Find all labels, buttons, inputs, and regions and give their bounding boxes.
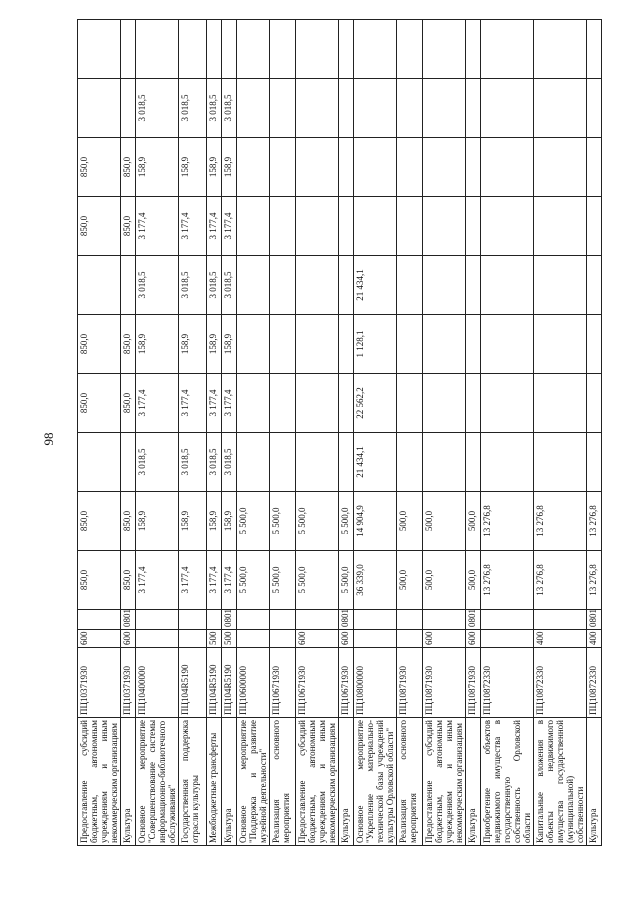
amount-cell [534, 79, 587, 138]
target-code-cell: ПЦ10872330 [534, 648, 587, 718]
amount-cell: 3 177,4 [222, 197, 237, 256]
budget-table [77, 19, 602, 846]
amount-cell: 36 339,0 [354, 551, 397, 610]
section-code-cell [481, 610, 534, 630]
amount-cell [237, 79, 270, 138]
amount-cell [466, 256, 481, 315]
amount-cell: 13 276,8 [481, 551, 534, 610]
expense-type-cell: 500 [207, 630, 222, 648]
section-code-cell [207, 610, 222, 630]
amount-cell: 500,0 [397, 492, 423, 551]
amount-cell: 13 276,8 [481, 492, 534, 551]
amount-cell: 3 177,4 [222, 374, 237, 433]
target-code-cell: ПЦ10600000 [237, 648, 270, 718]
row-name-cell: Основное мероприятие "Совершенствование системы информационно-библиотечного обслуживания" [136, 718, 179, 846]
amount-cell: 5 500,0 [270, 551, 296, 610]
amount-cell [270, 256, 296, 315]
section-code-cell [78, 610, 121, 630]
table-row [339, 20, 354, 846]
target-code-cell: ПЦ10671930 [339, 648, 354, 718]
amount-cell: 3 018,5 [136, 256, 179, 315]
amount-cell [222, 20, 237, 79]
amount-cell: 3 177,4 [207, 197, 222, 256]
amount-cell: 13 276,8 [587, 551, 602, 610]
amount-cell [587, 79, 602, 138]
amount-cell [587, 433, 602, 492]
target-code-cell: ПЦ104R5190 [222, 648, 237, 718]
amount-cell: 850,0 [121, 315, 136, 374]
row-name-cell: Предоставление субсидий бюджетным, автономным учреждениям и иным некоммерческим организациям [296, 718, 339, 846]
amount-cell [534, 138, 587, 197]
amount-cell: 850,0 [121, 374, 136, 433]
amount-cell: 850,0 [78, 492, 121, 551]
amount-cell [466, 315, 481, 374]
amount-cell: 158,9 [222, 138, 237, 197]
amount-cell [397, 374, 423, 433]
section-code-cell: 0801 [339, 610, 354, 630]
amount-cell [481, 374, 534, 433]
amount-cell: 3 018,5 [207, 433, 222, 492]
target-code-cell: ПЦ10872330 [587, 648, 602, 718]
amount-cell [354, 138, 397, 197]
amount-cell [237, 315, 270, 374]
table-row [397, 20, 423, 846]
expense-type-cell: 600 [296, 630, 339, 648]
amount-cell: 5 500,0 [237, 551, 270, 610]
amount-cell: 3 018,5 [222, 433, 237, 492]
section-code-cell [354, 610, 397, 630]
amount-cell: 3 177,4 [222, 551, 237, 610]
expense-type-cell: 600 [78, 630, 121, 648]
amount-cell: 158,9 [222, 492, 237, 551]
amount-cell: 3 018,5 [179, 79, 207, 138]
amount-cell: 3 018,5 [207, 256, 222, 315]
amount-cell [296, 20, 339, 79]
amount-cell: 5 500,0 [339, 492, 354, 551]
amount-cell [237, 197, 270, 256]
target-code-cell: ПЦ10800000 [354, 648, 397, 718]
amount-cell [121, 79, 136, 138]
amount-cell: 3 177,4 [207, 374, 222, 433]
amount-cell: 158,9 [179, 138, 207, 197]
amount-cell [339, 79, 354, 138]
rotated-table-container [77, 73, 598, 846]
amount-cell: 158,9 [207, 492, 222, 551]
amount-cell: 850,0 [78, 551, 121, 610]
amount-cell [339, 138, 354, 197]
amount-cell [534, 197, 587, 256]
expense-type-cell [397, 630, 423, 648]
amount-cell [534, 315, 587, 374]
section-code-cell [136, 610, 179, 630]
amount-cell [339, 374, 354, 433]
target-code-cell: ПЦ10371930 [121, 648, 136, 718]
amount-cell [534, 20, 587, 79]
amount-cell: 3 177,4 [136, 551, 179, 610]
amount-cell: 850,0 [78, 138, 121, 197]
amount-cell [466, 79, 481, 138]
amount-cell [270, 79, 296, 138]
amount-cell [587, 256, 602, 315]
amount-cell [296, 315, 339, 374]
amount-cell [397, 433, 423, 492]
amount-cell [466, 20, 481, 79]
amount-cell: 13 276,8 [587, 492, 602, 551]
amount-cell: 850,0 [78, 315, 121, 374]
amount-cell [78, 79, 121, 138]
section-code-cell: 0801 [121, 610, 136, 630]
target-code-cell: ПЦ10871930 [466, 648, 481, 718]
amount-cell [397, 20, 423, 79]
amount-cell [270, 197, 296, 256]
amount-cell [270, 374, 296, 433]
table-row [423, 20, 466, 846]
amount-cell: 3 018,5 [222, 79, 237, 138]
table-row [121, 20, 136, 846]
amount-cell: 850,0 [78, 197, 121, 256]
amount-cell: 500,0 [423, 492, 466, 551]
amount-cell [237, 20, 270, 79]
amount-cell [423, 197, 466, 256]
amount-cell: 850,0 [121, 492, 136, 551]
amount-cell: 21 434,1 [354, 433, 397, 492]
amount-cell [481, 20, 534, 79]
amount-cell: 3 177,4 [179, 551, 207, 610]
row-name-cell: Культура [121, 718, 136, 846]
amount-cell: 21 434,1 [354, 256, 397, 315]
amount-cell [237, 256, 270, 315]
amount-cell: 3 018,5 [136, 79, 179, 138]
amount-cell [354, 197, 397, 256]
amount-cell: 3 177,4 [136, 374, 179, 433]
amount-cell: 1 128,1 [354, 315, 397, 374]
amount-cell: 158,9 [136, 138, 179, 197]
section-code-cell [534, 610, 587, 630]
amount-cell: 850,0 [121, 138, 136, 197]
expense-type-cell [237, 630, 270, 648]
table-row [481, 20, 534, 846]
amount-cell [423, 374, 466, 433]
row-name-cell: Межбюджетные трансферты [207, 718, 222, 846]
amount-cell [237, 374, 270, 433]
expense-type-cell: 500 [222, 630, 237, 648]
amount-cell [339, 197, 354, 256]
amount-cell: 3 018,5 [179, 256, 207, 315]
expense-type-cell: 600 [423, 630, 466, 648]
amount-cell [397, 138, 423, 197]
amount-cell: 158,9 [207, 315, 222, 374]
amount-cell [207, 20, 222, 79]
amount-cell [78, 433, 121, 492]
amount-cell: 13 276,8 [534, 551, 587, 610]
row-name-cell: Приобретение объектов недвижимого имущества в государственную собственность Орловской области [481, 718, 534, 846]
amount-cell [423, 315, 466, 374]
amount-cell: 3 177,4 [179, 374, 207, 433]
section-code-cell [397, 610, 423, 630]
amount-cell: 3 018,5 [222, 256, 237, 315]
amount-cell [423, 20, 466, 79]
table-row [78, 20, 121, 846]
amount-cell: 500,0 [466, 492, 481, 551]
amount-cell [296, 138, 339, 197]
amount-cell: 5 500,0 [296, 551, 339, 610]
row-name-cell: Предоставление субсидий бюджетным, автономным учреждениям и иным некоммерческим организациям [78, 718, 121, 846]
amount-cell [397, 197, 423, 256]
row-name-cell: Культура [587, 718, 602, 846]
amount-cell [296, 256, 339, 315]
section-code-cell [423, 610, 466, 630]
expense-type-cell [136, 630, 179, 648]
amount-cell [481, 197, 534, 256]
amount-cell [423, 433, 466, 492]
amount-cell [587, 197, 602, 256]
amount-cell: 5 500,0 [237, 492, 270, 551]
amount-cell [78, 256, 121, 315]
amount-cell [121, 433, 136, 492]
amount-cell [423, 138, 466, 197]
amount-cell [423, 79, 466, 138]
table-body [78, 20, 602, 846]
expense-type-cell: 600 [466, 630, 481, 648]
amount-cell [397, 256, 423, 315]
amount-cell [237, 138, 270, 197]
amount-cell: 500,0 [466, 551, 481, 610]
target-code-cell: ПЦ10872330 [481, 648, 534, 718]
table-row [179, 20, 207, 846]
amount-cell [481, 79, 534, 138]
amount-cell: 3 177,4 [136, 197, 179, 256]
row-name-cell: Основное мероприятие "Поддержка и развитие музейной деятельности" [237, 718, 270, 846]
target-code-cell: ПЦ10371930 [78, 648, 121, 718]
expense-type-cell: 600 [121, 630, 136, 648]
table-row [207, 20, 222, 846]
amount-cell [270, 433, 296, 492]
amount-cell: 158,9 [136, 492, 179, 551]
amount-cell [534, 433, 587, 492]
row-name-cell: Капитальные вложения в объекты недвижимого имущества государственной (муниципальной) собственности [534, 718, 587, 846]
amount-cell [121, 256, 136, 315]
row-name-cell: Реализация основного мероприятия [270, 718, 296, 846]
amount-cell [339, 256, 354, 315]
section-code-cell: 0801 [587, 610, 602, 630]
amount-cell: 850,0 [78, 374, 121, 433]
amount-cell [587, 315, 602, 374]
row-name-cell: Государственная поддержка отрасли культуры [179, 718, 207, 846]
amount-cell [397, 79, 423, 138]
amount-cell: 158,9 [179, 492, 207, 551]
amount-cell [339, 433, 354, 492]
amount-cell: 3 018,5 [207, 79, 222, 138]
amount-cell [397, 315, 423, 374]
amount-cell [136, 20, 179, 79]
table-row [222, 20, 237, 846]
amount-cell: 5 500,0 [339, 551, 354, 610]
amount-cell [466, 433, 481, 492]
amount-cell [587, 20, 602, 79]
amount-cell [481, 138, 534, 197]
target-code-cell: ПЦ10871930 [397, 648, 423, 718]
amount-cell: 850,0 [121, 551, 136, 610]
amount-cell [587, 374, 602, 433]
amount-cell: 5 500,0 [270, 492, 296, 551]
amount-cell [534, 256, 587, 315]
target-code-cell: ПЦ10871930 [423, 648, 466, 718]
target-code-cell: ПЦ10671930 [296, 648, 339, 718]
amount-cell: 158,9 [179, 315, 207, 374]
amount-cell: 3 177,4 [207, 551, 222, 610]
amount-cell [466, 374, 481, 433]
amount-cell: 500,0 [397, 551, 423, 610]
budget-table-frame [77, 73, 598, 846]
amount-cell [296, 374, 339, 433]
amount-cell: 22 562,2 [354, 374, 397, 433]
amount-cell [587, 138, 602, 197]
expense-type-cell [481, 630, 534, 648]
amount-cell: 158,9 [207, 138, 222, 197]
amount-cell [78, 20, 121, 79]
amount-cell [237, 433, 270, 492]
row-name-cell: Предоставление субсидий бюджетным, автономным учреждениям и иным некоммерческим организациям [423, 718, 466, 846]
row-name-cell: Реализация основного мероприятия [397, 718, 423, 846]
amount-cell [339, 20, 354, 79]
amount-cell [339, 315, 354, 374]
amount-cell [481, 315, 534, 374]
amount-cell: 850,0 [121, 197, 136, 256]
section-code-cell [179, 610, 207, 630]
amount-cell: 13 276,8 [534, 492, 587, 551]
row-name-cell: Культура [339, 718, 354, 846]
table-row [534, 20, 587, 846]
row-name-cell: Основное мероприятие "Укрепление материально-технической базы учреждений культуры Орловской области" [354, 718, 397, 846]
row-name-cell: Культура [222, 718, 237, 846]
amount-cell [354, 20, 397, 79]
amount-cell: 3 177,4 [179, 197, 207, 256]
amount-cell [270, 138, 296, 197]
amount-cell: 3 018,5 [136, 433, 179, 492]
amount-cell [121, 20, 136, 79]
target-code-cell: ПЦ104R5190 [207, 648, 222, 718]
table-row [270, 20, 296, 846]
table-row [354, 20, 397, 846]
amount-cell [296, 79, 339, 138]
amount-cell [481, 256, 534, 315]
amount-cell: 3 018,5 [179, 433, 207, 492]
section-code-cell [270, 610, 296, 630]
target-code-cell: ПЦ10400000 [136, 648, 179, 718]
expense-type-cell [179, 630, 207, 648]
expense-type-cell [354, 630, 397, 648]
amount-cell [179, 20, 207, 79]
row-name-cell: Культура [466, 718, 481, 846]
table-row [466, 20, 481, 846]
amount-cell: 158,9 [222, 315, 237, 374]
amount-cell [354, 79, 397, 138]
amount-cell [270, 20, 296, 79]
amount-cell [296, 433, 339, 492]
section-code-cell [237, 610, 270, 630]
expense-type-cell [270, 630, 296, 648]
table-row [587, 20, 602, 846]
table-row [237, 20, 270, 846]
amount-cell: 158,9 [136, 315, 179, 374]
amount-cell [481, 433, 534, 492]
table-row [136, 20, 179, 846]
target-code-cell: ПЦ10671930 [270, 648, 296, 718]
section-code-cell: 0801 [466, 610, 481, 630]
amount-cell [466, 138, 481, 197]
expense-type-cell: 600 [339, 630, 354, 648]
amount-cell [270, 315, 296, 374]
amount-cell: 500,0 [423, 551, 466, 610]
target-code-cell: ПЦ104R5190 [179, 648, 207, 718]
page-number: 98 [41, 432, 56, 446]
section-code-cell: 0801 [222, 610, 237, 630]
amount-cell [534, 374, 587, 433]
amount-cell [466, 197, 481, 256]
amount-cell [296, 197, 339, 256]
expense-type-cell: 400 [534, 630, 587, 648]
expense-type-cell: 400 [587, 630, 602, 648]
table-row [296, 20, 339, 846]
section-code-cell [296, 610, 339, 630]
amount-cell: 14 904,9 [354, 492, 397, 551]
amount-cell: 5 500,0 [296, 492, 339, 551]
amount-cell [423, 256, 466, 315]
